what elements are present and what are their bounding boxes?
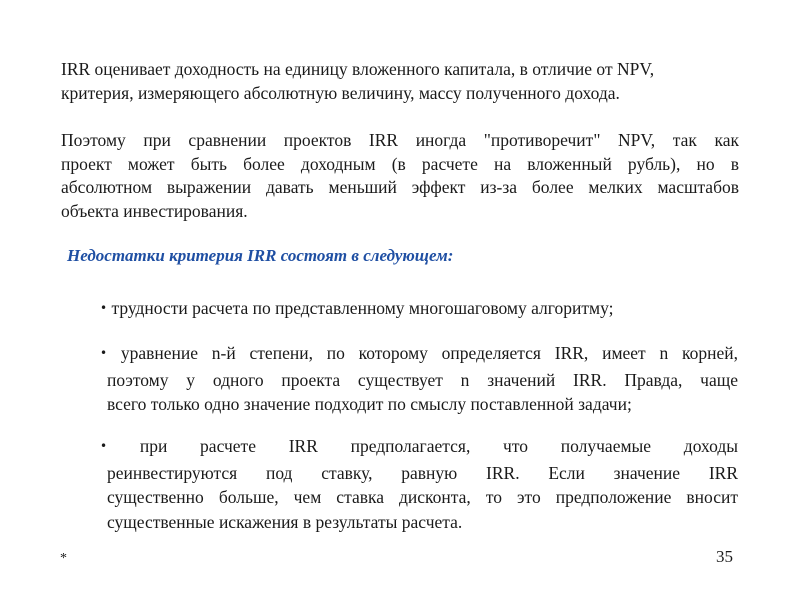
bullet-marker: • — [100, 301, 108, 315]
bullet-first-line — [100, 341, 738, 368]
bullet-text-line: трудности расчета по представленному многошаговому алгоритму; — [111, 298, 614, 318]
comparison-paragraph-line: абсолютном выражении давать меньший эффект из-за более мелких масштабов — [61, 177, 739, 197]
intro-paragraph — [61, 58, 741, 105]
page-number: 35 — [716, 547, 733, 566]
bullet-item — [100, 341, 738, 417]
bullet-item — [100, 434, 738, 534]
intro-paragraph-line: критерия, измеряющего абсолютную величину, массу полученного дохода. — [61, 82, 620, 103]
comparison-paragraph-line: Поэтому при сравнении проектов IRR иногда "противоречит" NPV, так как — [61, 130, 739, 150]
footer-star: * — [60, 551, 67, 566]
bullet-marker: • — [100, 346, 108, 360]
bullet-text-line: уравнение n-й степени, по которому определяется IRR, имеет n корней, — [120, 343, 738, 363]
intro-paragraph-line: IRR оценивает доходность на единицу вложенного капитала, в отличие от NPV, — [61, 59, 655, 79]
comparison-paragraph — [61, 129, 739, 223]
bullet-text-line: при расчете IRR предполагается, что получаемые доходы — [139, 436, 739, 456]
bullet-text-line: существенные искажения в результаты расчета. — [107, 511, 463, 532]
comparison-paragraph-line: объекта инвестирования. — [61, 200, 248, 221]
bullet-marker: • — [100, 439, 108, 453]
bullet-item — [100, 296, 740, 323]
bullet-text-line: реинвестируются под ставку, равную IRR. Если значение IRR — [107, 462, 738, 483]
comparison-paragraph-line: проект может быть более доходным (в расчете на вложенный рубль), но в — [61, 153, 739, 174]
bullet-first-line — [100, 434, 738, 461]
bullet-text-line: всего только одно значение подходит по смыслу поставленной задачи; — [107, 394, 632, 414]
section-heading: Недостатки критерия IRR состоят в следующем: — [67, 246, 454, 265]
bullet-text-line: поэтому у одного проекта существует n значений IRR. Правда, чаще — [107, 369, 738, 390]
bullet-text-line: существенно больше, чем ставка дисконта, то это предположение вносит — [107, 487, 738, 507]
